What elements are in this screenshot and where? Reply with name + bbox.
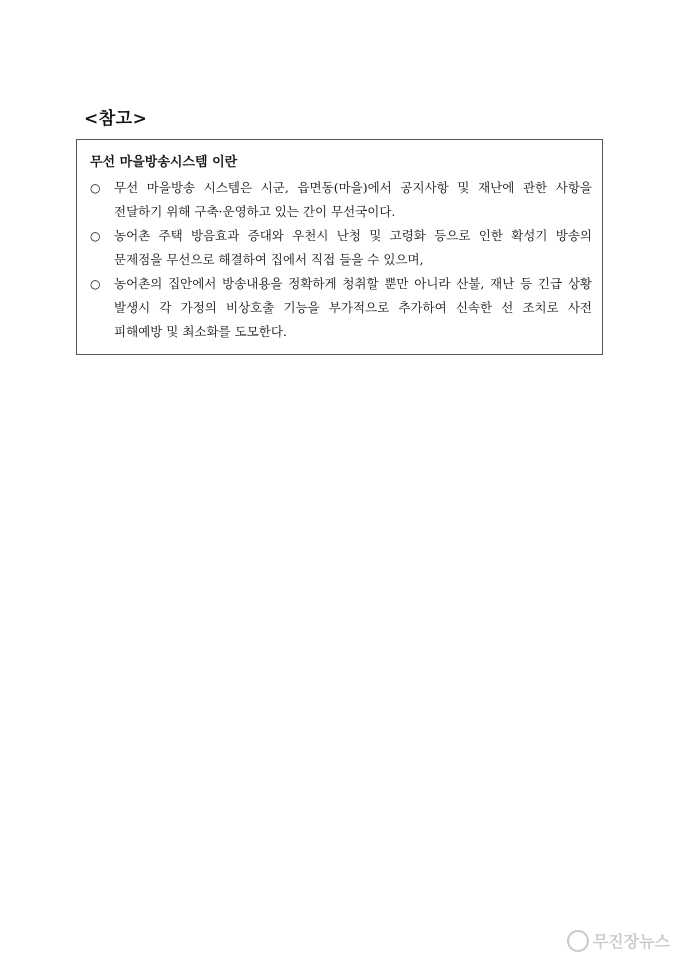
box-title: 무선 마을방송시스템 이란 — [90, 155, 238, 170]
circle-bullet-icon: ○ — [90, 181, 101, 195]
circle-bullet-icon: ○ — [90, 277, 101, 291]
watermark-text: 무진장뉴스 — [592, 932, 670, 951]
bullet-item — [90, 176, 592, 224]
news-watermark — [567, 929, 670, 952]
bullet-item — [90, 272, 592, 344]
reference-heading: <참고> — [84, 109, 148, 129]
bullet-item — [90, 224, 592, 272]
bullet-text: 농어촌 주택 방음효과 증대와 우천시 난청 및 고령화 등으로 인한 확성기 방송의 문제점을 무선으로 해결하여 집에서 직접 들을 수 있으며, — [114, 228, 592, 267]
bullet-text: 농어촌의 집안에서 방송내용을 정확하게 청취할 뿐만 아니라 산불, 재난 등 긴급 상황 발생시 각 가정의 비상호출 기능을 부가적으로 추가하여 신속한 선 조치로 사전 피해예방 및 최소화를 도모한다. — [114, 276, 592, 339]
circle-bullet-icon: ○ — [90, 229, 101, 243]
reference-box — [76, 139, 603, 355]
bullet-text: 무선 마을방송 시스템은 시군, 읍면동(마을)에서 공지사항 및 재난에 관한 사항을 전달하기 위해 구축·운영하고 있는 간이 무선국이다. — [114, 180, 592, 219]
watermark-logo-icon — [567, 930, 589, 952]
